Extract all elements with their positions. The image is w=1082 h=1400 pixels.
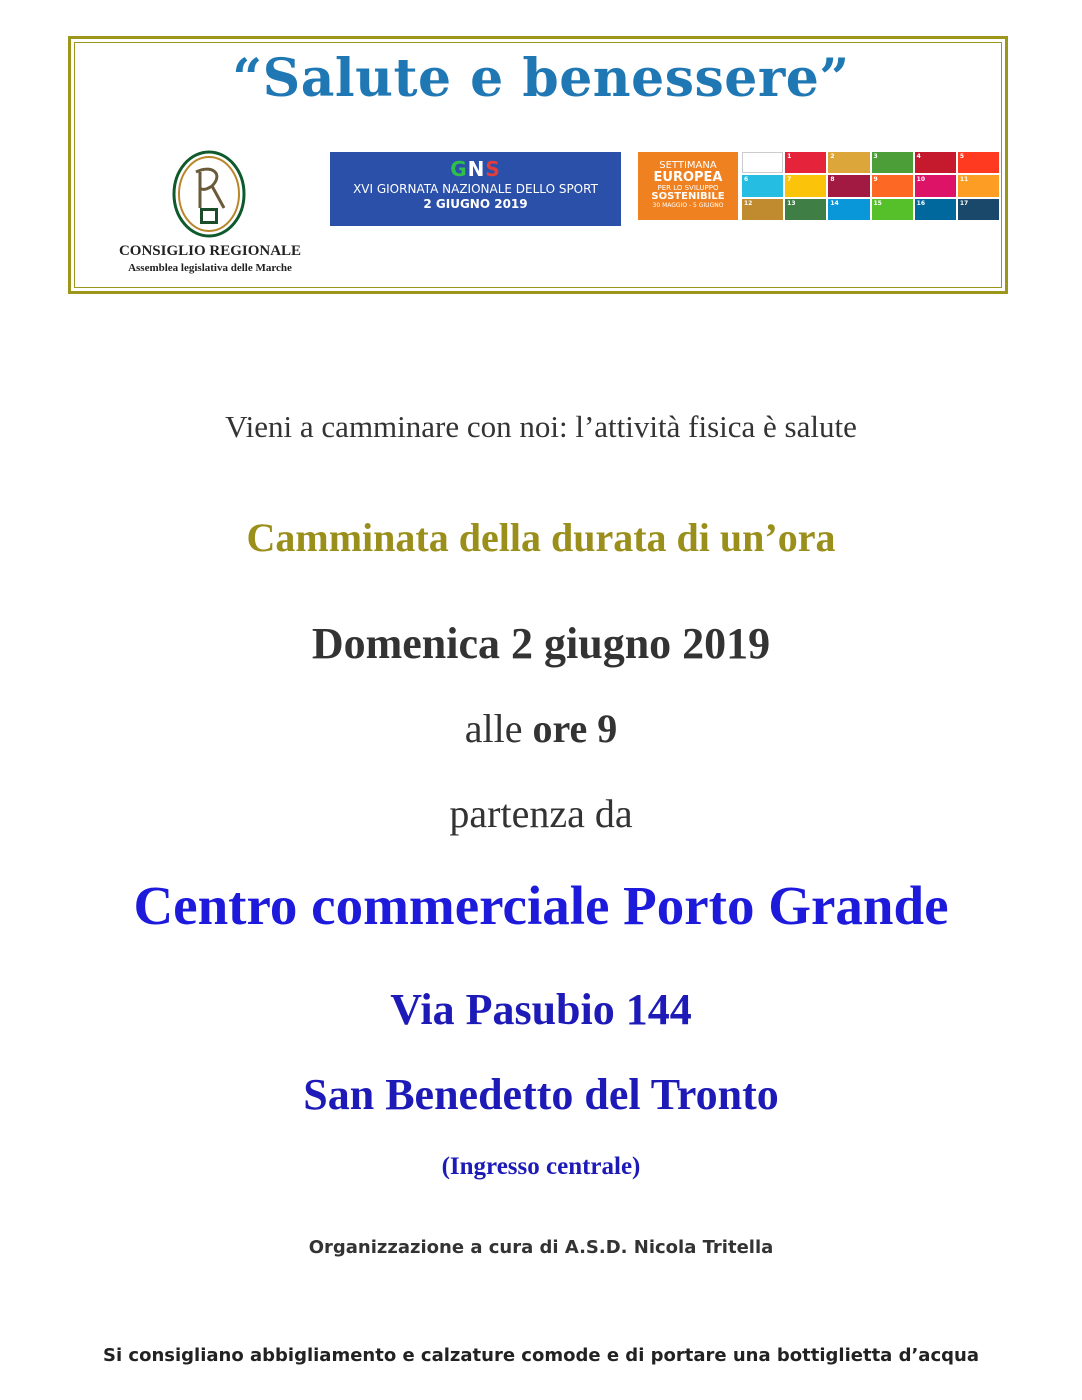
advice-text: Si consigliano abbigliamento e calzature comode e di portare una bottiglietta d’acqua — [103, 1345, 979, 1366]
sdg-goal-tile: 8 — [828, 175, 869, 196]
sdg-goal-tile: 11 — [958, 175, 999, 196]
sdg-goal-tile: 1 — [785, 152, 826, 173]
gns-event-date: 2 GIUGNO 2019 — [423, 197, 528, 211]
walk-duration: Camminata della durata di un’ora — [246, 515, 836, 560]
sdg-logo-tile — [742, 152, 783, 173]
intro-text: Vieni a camminare con noi: l’attività fisica è salute — [225, 409, 857, 444]
departure-label: partenza da — [449, 791, 633, 836]
consiglio-subtitle: Assemblea legislativa delle Marche — [128, 262, 292, 274]
event-time: alle ore 9 — [464, 706, 618, 751]
sdg-goal-tile: 9 — [872, 175, 913, 196]
sdg-goal-tile: 12 — [742, 199, 783, 220]
sdg-week-label: SETTIMANA EUROPEA PER LO SVILUPPO SOSTENIBILE 30 MAGGIO - 5 GIUGNO — [638, 152, 738, 220]
gns-event-name: XVI GIORNATA NAZIONALE DELLO SPORT — [353, 182, 598, 196]
sdg-banner — [638, 152, 999, 222]
sdg-goal-tile: 13 — [785, 199, 826, 220]
sdg-goal-tile: 14 — [828, 199, 869, 220]
consiglio-regionale-logo — [172, 150, 246, 238]
poster-title: “Salute e benessere” — [232, 48, 850, 109]
event-date: Domenica 2 giugno 2019 — [311, 619, 771, 668]
sdg-goal-tile: 4 — [915, 152, 956, 173]
sdg-goal-tile: 5 — [958, 152, 999, 173]
consiglio-name: CONSIGLIO REGIONALE — [118, 243, 302, 259]
city-name: San Benedetto del Tronto — [303, 1070, 779, 1119]
sdg-goal-tile: 3 — [872, 152, 913, 173]
sdg-goal-tile: 10 — [915, 175, 956, 196]
street-address: Via Pasubio 144 — [390, 985, 692, 1034]
sdg-goal-tile: 15 — [872, 199, 913, 220]
sdg-goals-grid — [742, 152, 999, 220]
consiglio-text — [110, 243, 310, 274]
sdg-goal-tile: 7 — [785, 175, 826, 196]
gns-banner — [330, 152, 621, 226]
organizer-text: Organizzazione a cura di A.S.D. Nicola Tritella — [308, 1237, 774, 1258]
gns-logo: GNS — [450, 157, 501, 181]
sdg-goal-tile: 17 — [958, 199, 999, 220]
sdg-goal-tile: 6 — [742, 175, 783, 196]
sdg-goal-tile: 16 — [915, 199, 956, 220]
sdg-goal-tile: 2 — [828, 152, 869, 173]
departure-place: Centro commerciale Porto Grande — [133, 875, 949, 936]
entrance-note: (Ingresso centrale) — [441, 1153, 641, 1180]
